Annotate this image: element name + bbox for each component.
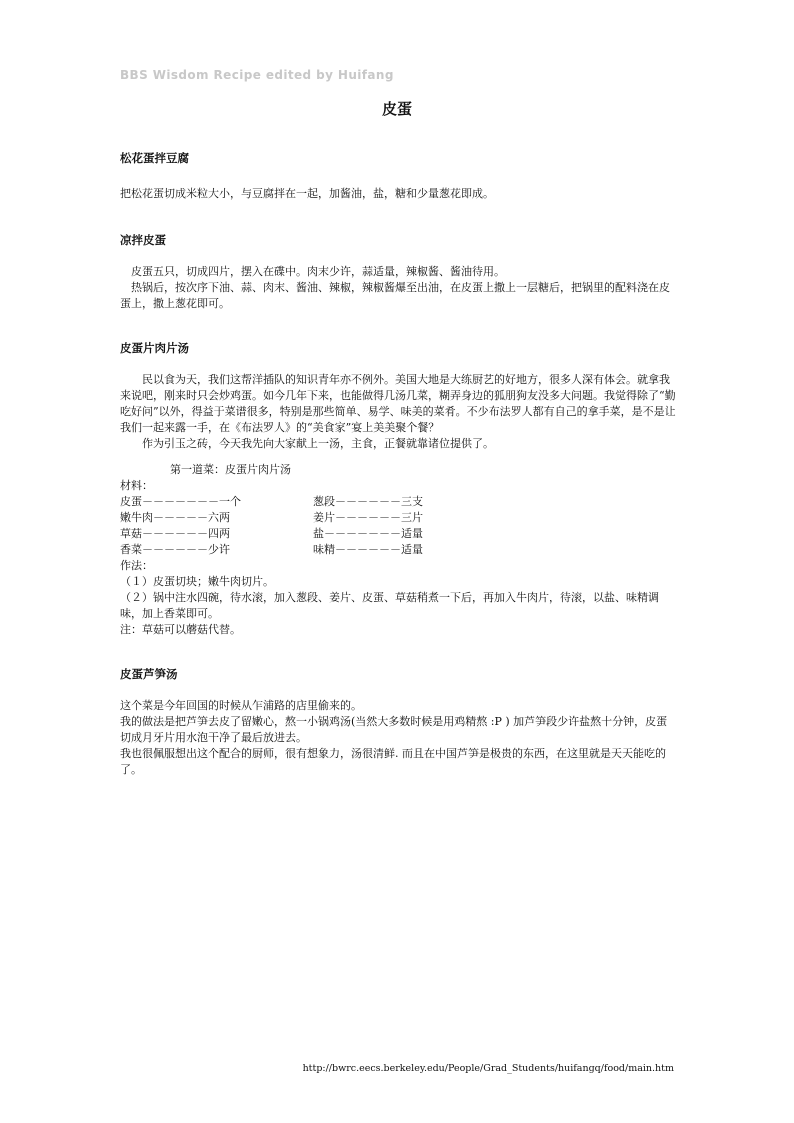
method-step: （１）皮蛋切块；嫩牛肉切片。 — [120, 575, 274, 588]
recipe-content — [120, 150, 676, 778]
recipe-section — [120, 340, 676, 638]
ingredient: 葱段－－－－－－三支 — [313, 495, 423, 508]
ingredient: 味精－－－－－－适量 — [313, 543, 423, 556]
paragraph: 民以食为天，我们这帮洋插队的知识青年亦不例外。美国大地是大练厨艺的好地方，很多人深有体会。就拿我来说吧，刚来时只会炒鸡蛋。如今几年下来，也能做得几汤几菜，糊弄身边的狐朋狗友没多大问题。我觉得除了“勤吃好问”以外，得益于菜谱很多，特别是那些简单、易学、味美的菜肴。不少布法罗人都有自己的拿手菜，是不是让我们一起来露一手，在《布法罗人》的“美食家”宴上美美聚个餐？ — [120, 373, 676, 434]
paragraph: 热锅后，按次序下油、蒜、肉末、酱油、辣椒，辣椒酱爆至出油，在皮蛋上撒上一层糖后，把锅里的配料浇在皮蛋上，撒上葱花即可。 — [120, 281, 670, 310]
paragraph: 作为引玉之砖，今天我先向大家献上一汤，主食，正餐就靠诸位提供了。 — [142, 437, 494, 450]
dish-title: 第一道菜：皮蛋片肉片汤 — [170, 463, 291, 476]
method-label: 作法： — [120, 559, 153, 572]
section-title: 松花蛋拌豆腐 — [120, 151, 189, 165]
section-title: 皮蛋芦笋汤 — [120, 667, 178, 681]
ingredient: 嫩牛肉－－－－－六两 — [120, 511, 230, 524]
ingredient-list — [120, 494, 676, 558]
method-step: （２）锅中注水四碗，待水滚，加入葱段、姜片、皮蛋、草菇稍煮一下后，再加入牛肉片，待滚，以盐、味精调味，加上香菜即可。 — [120, 591, 659, 620]
ingredient: 盐－－－－－－－适量 — [313, 527, 423, 540]
ingredient: 姜片－－－－－－三片 — [313, 511, 423, 524]
recipe-section — [120, 232, 676, 312]
materials-label: 材料： — [120, 479, 153, 492]
paragraph: 皮蛋五只，切成四片，摆入在碟中。肉末少许，蒜适量，辣椒酱、酱油待用。 — [131, 265, 505, 278]
paragraph: 我的做法是把芦笋去皮了留嫩心，熬一小锅鸡汤(当然大多数时候是用鸡精熬 :P ) 加芦笋段少许盐熬十分钟，皮蛋切成月牙片用水泡干净了最后放进去。 — [120, 715, 668, 744]
paragraph: 这个菜是今年回国的时候从乍浦路的店里偷来的。 — [120, 699, 362, 712]
page-title: 皮蛋 — [381, 100, 412, 118]
paragraph: 我也很佩服想出这个配合的厨师，很有想象力，汤很清鲜. 而且在中国芦笋是极贵的东西，在这里就是天天能吃的了。 — [120, 747, 666, 776]
footer-url: http://bwrc.eecs.berkeley.edu/People/Grad_Students/huifangq/food/main.htm — [302, 1063, 674, 1074]
recipe-section — [120, 666, 676, 778]
ingredient: 草菇－－－－－－四两 — [120, 527, 230, 540]
recipe-section — [120, 150, 676, 202]
section-title: 皮蛋片肉片汤 — [120, 341, 189, 355]
ingredient: 香菜－－－－－－少许 — [120, 543, 230, 556]
note: 注：草菇可以蘑菇代替。 — [120, 623, 241, 636]
section-title: 凉拌皮蛋 — [120, 233, 166, 247]
ingredient: 皮蛋－－－－－－－一个 — [120, 495, 241, 508]
page-header: BBS Wisdom Recipe edited by Huifang — [120, 68, 394, 82]
paragraph: 把松花蛋切成米粒大小，与豆腐拌在一起，加酱油，盐，糖和少量葱花即成。 — [120, 187, 494, 200]
